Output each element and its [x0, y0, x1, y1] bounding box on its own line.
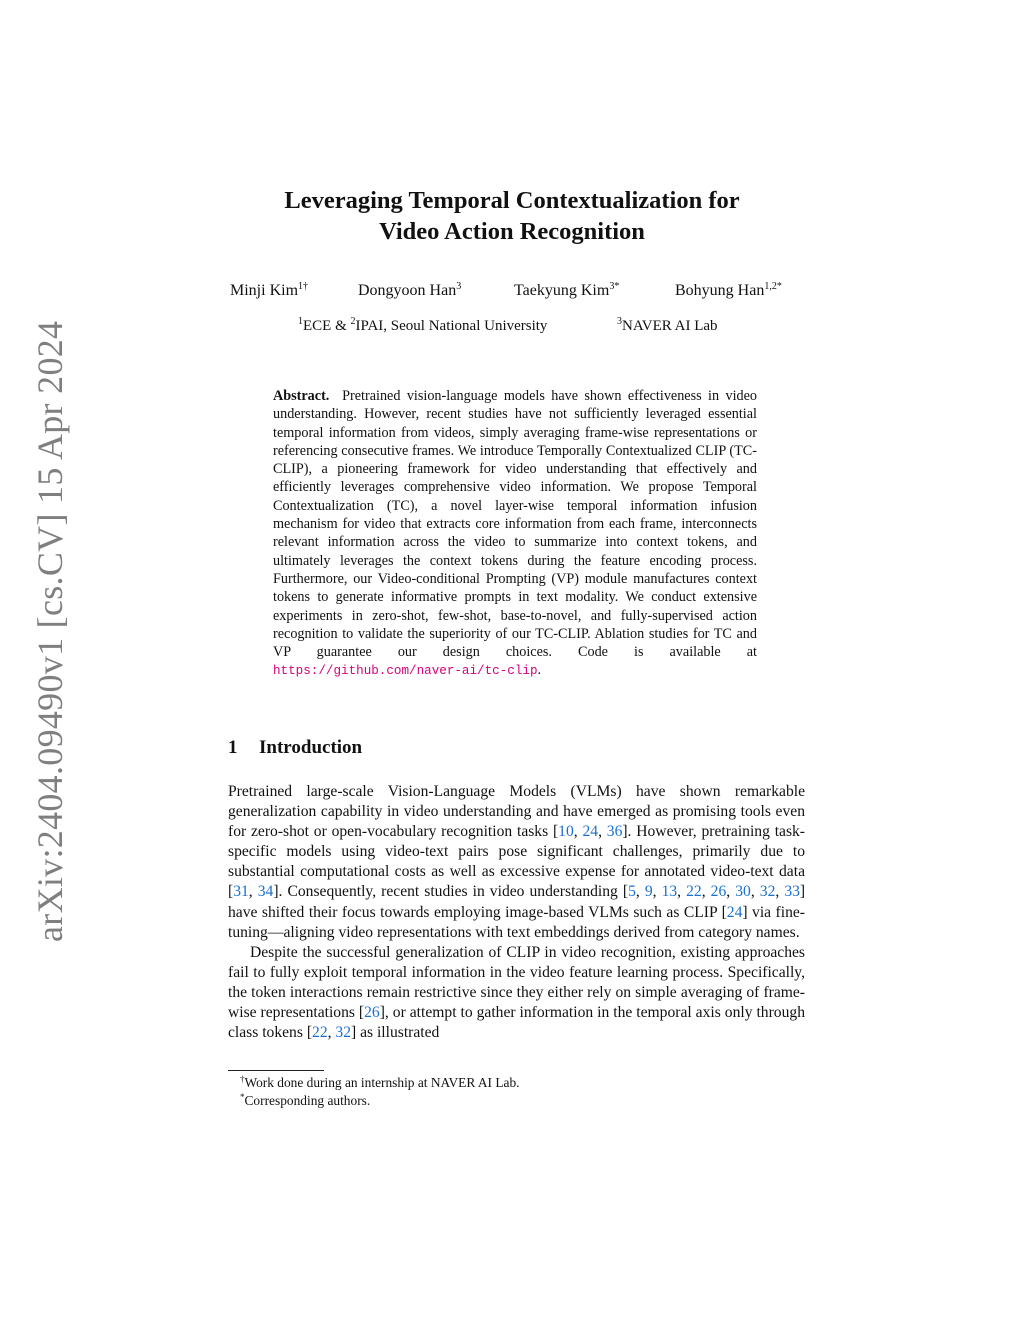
citation-link[interactable]: 9	[644, 883, 653, 901]
footnote-2: *Corresponding authors.	[240, 1092, 371, 1108]
citation-link[interactable]: 26	[364, 1004, 380, 1022]
abstract	[273, 387, 757, 681]
citation-link[interactable]: 22	[686, 883, 702, 901]
citation-link[interactable]: 31	[233, 883, 249, 901]
paper-title	[0, 185, 1024, 247]
footnote-rule	[228, 1070, 324, 1071]
citation-link[interactable]: 13	[661, 883, 678, 901]
citation-link[interactable]: 32	[759, 883, 776, 901]
citation-link[interactable]: 5	[628, 883, 636, 901]
code-link[interactable]: https://github.com/naver-ai/tc-clip	[273, 664, 538, 679]
author-2: Dongyoon Han$^3$	[358, 281, 462, 299]
citation-link[interactable]: 32	[335, 1024, 351, 1042]
footnotes	[240, 1074, 520, 1110]
title-line-2: Video Action Recognition	[379, 218, 645, 245]
citation-link[interactable]: 26	[710, 883, 727, 901]
paragraph-1	[228, 782, 805, 943]
abstract-text: Pretrained vision-language models have shown effectiveness in video understanding. However, recent studies have not sufficiently leveraged essential temporal information from videos, simply averaging frame-wise representations or referencing consecutive frames. We introduce Temporally Contextualized CLIP (TC-CLIP), a pioneering framework for video understanding that effectively and efficiently leverages comprehensive video information. We propose Temporal Contextualization (TC), a novel layer-wise temporal information infusion mechanism for video that extracts core information from each frame, interconnects relevant information across the video to summarize into context tokens, and ultimately leverages the context tokens during the feature encoding process. Furthermore, our Video-conditional Prompting (VP) module manufactures context tokens to generate informative prompts in text modality. We conduct extensive experiments in zero-shot, few-shot, base-to-novel, and fully-supervised action recognition to validate the superiority of our TC-CLIP. Ablation studies for TC and VP guarantee our design choices. Code is available at	[273, 388, 757, 661]
citation-group: 22, 32	[312, 1024, 351, 1042]
citation-link[interactable]: 24	[582, 823, 599, 841]
author-4: Bohyung Han$^{1,2*}$	[675, 281, 782, 299]
title-line-1: Leveraging Temporal Contextualization for	[284, 187, 740, 214]
p1-text-4: ] have shifted their focus towards employing image-based VLMs such as CLIP [	[228, 883, 806, 921]
citation-link[interactable]: 22	[312, 1024, 328, 1042]
author-3: Taekyung Kim$^{3*}$	[514, 281, 620, 299]
p1-text-3: ]. Consequently, recent studies in video understanding [	[273, 883, 629, 901]
abstract-label: Abstract.	[273, 388, 330, 404]
author-1: Minji Kim$^{1\dagger}$	[230, 281, 309, 299]
p2-text-3: ] as illustrated	[351, 1024, 440, 1042]
citation-group: 31, 34	[233, 883, 274, 901]
footnote-1: †Work done during an internship at NAVER AI Lab.	[240, 1074, 520, 1090]
citation-group: 10, 24, 36	[558, 823, 623, 841]
affiliation-naver: $^3$NAVER AI Lab	[617, 316, 718, 334]
abstract-end: .	[537, 662, 542, 679]
citation-group: 5, 9, 13, 22, 26, 30, 32, 33	[628, 883, 800, 901]
section-title: Introduction	[259, 737, 363, 758]
paragraph-2	[228, 943, 805, 1043]
section-number: 1	[228, 737, 238, 758]
body-text	[228, 782, 805, 1043]
arxiv-identifier: arXiv:2404.09490v1 [cs.CV] 15 Apr 2024	[30, 320, 70, 942]
citation-link[interactable]: 33	[784, 883, 800, 901]
citation-link[interactable]: 30	[735, 883, 751, 901]
p2-text-1: Despite the successful generalization of CLIP in video recognition, existing approaches fail to fully exploit temporal information in the video feature learning process. Specifically, the token interactions remain restrictive since they either rely on simple averaging of frame-wise representations [	[228, 943, 805, 1022]
citation-group	[727, 904, 743, 921]
section-heading	[228, 737, 362, 759]
citation-link[interactable]: 10	[558, 823, 574, 841]
citation-link[interactable]: 24	[726, 903, 743, 921]
affiliation-snu: $^1$ECE & $^2$IPAI, Seoul National University	[298, 316, 548, 334]
p1-text-2: ]. However, pretraining task-specific models using video-text pairs pose significant challenges, primarily due to substantial computational costs as well as excessive expense for annotated video-text data [	[228, 823, 806, 901]
p2-text-2: ], or attempt to gather information in the temporal axis only through class tokens [	[228, 1004, 805, 1042]
citation-group	[364, 1004, 380, 1021]
p1-text-5: ] via fine-tuning—aligning video representations with text embeddings derived from category names.	[228, 903, 805, 941]
citation-link[interactable]: 36	[606, 823, 623, 841]
citation-link[interactable]: 34	[257, 883, 274, 901]
p1-text-1: Pretrained large-scale Vision-Language Models (VLMs) have shown remarkable generalization capability in video understanding and have emerged as promising tools even for zero-shot or open-vocabulary recognition tasks [	[228, 783, 805, 841]
